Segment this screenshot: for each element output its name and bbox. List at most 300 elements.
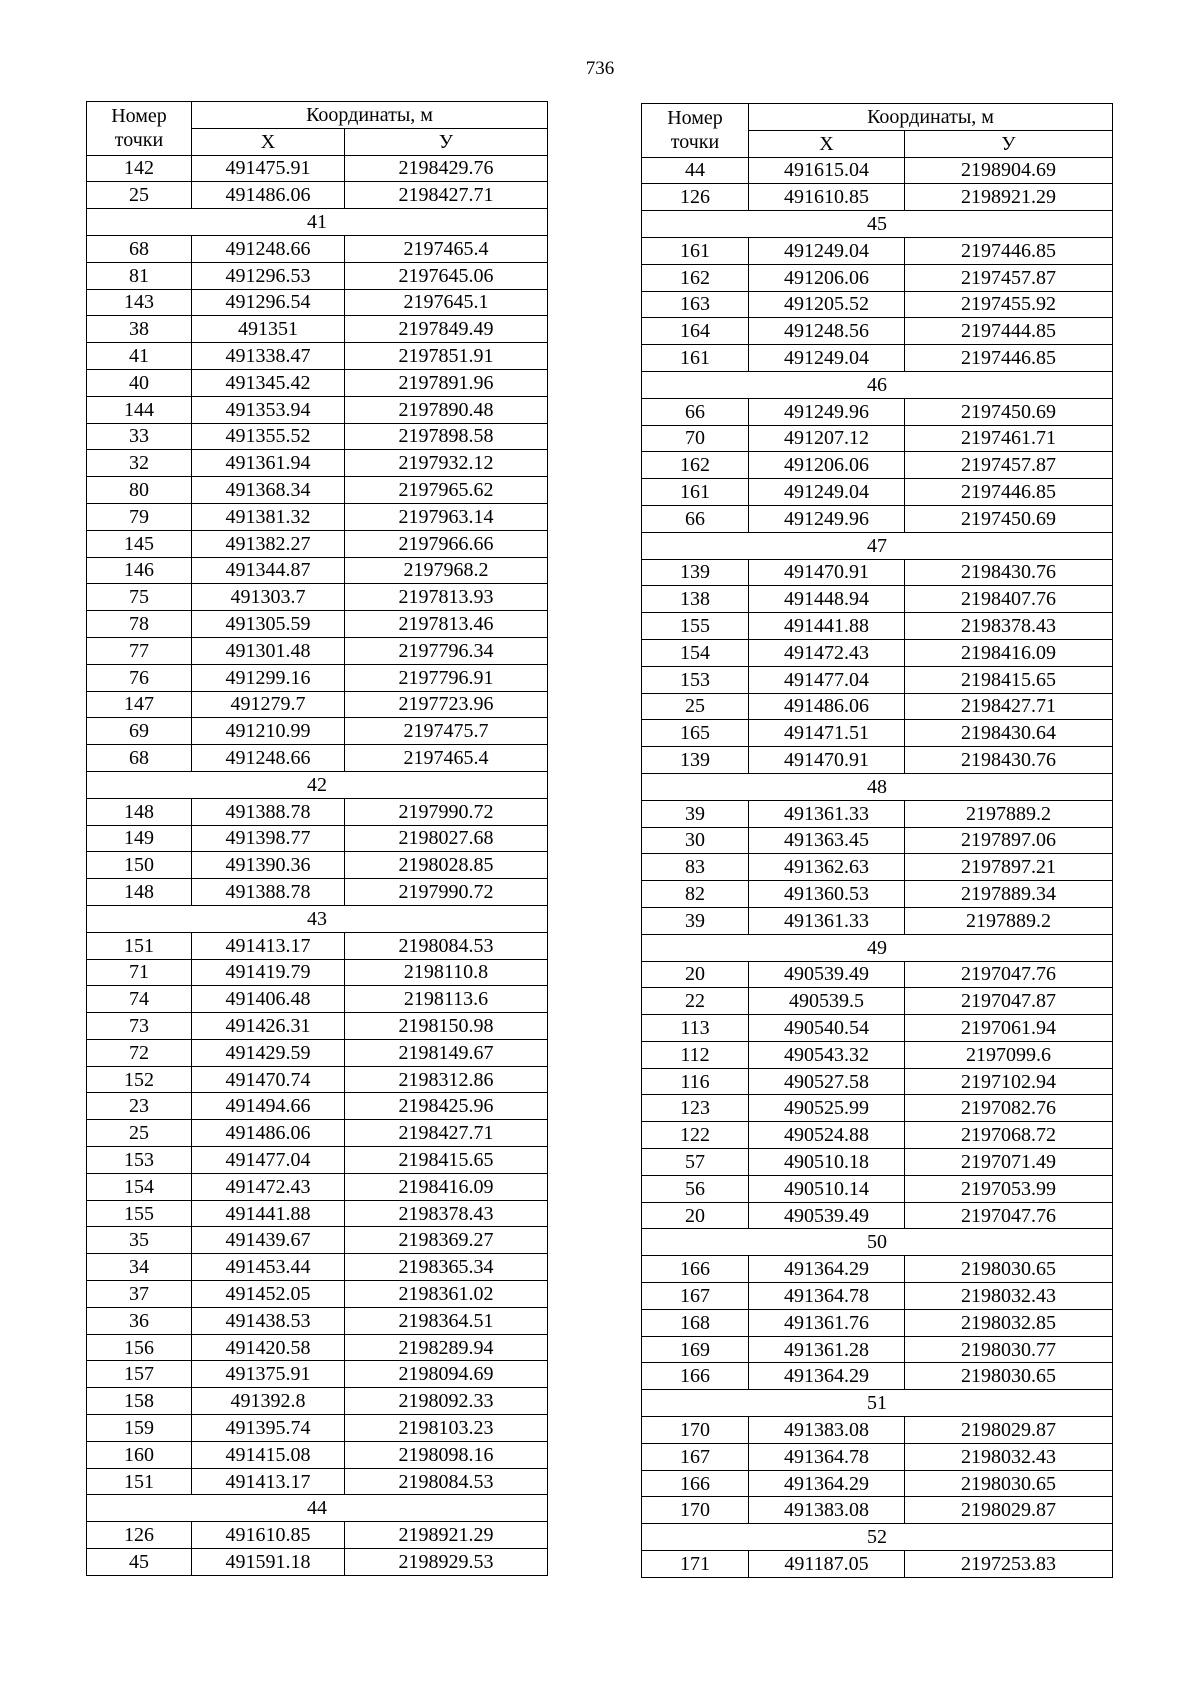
point-number-cell: 35	[87, 1227, 192, 1254]
point-number-cell: 154	[642, 639, 749, 666]
x-coordinate-cell: 491475.91	[192, 155, 345, 182]
x-coordinate-cell: 491420.58	[192, 1334, 345, 1361]
y-coordinate-cell: 2197450.69	[905, 505, 1113, 532]
point-number-cell: 151	[87, 1468, 192, 1495]
y-coordinate-cell: 2197813.93	[345, 584, 548, 611]
point-number-cell: 159	[87, 1415, 192, 1442]
point-number-cell: 168	[642, 1309, 749, 1336]
point-number-cell: 161	[642, 345, 749, 372]
point-number-cell: 80	[87, 477, 192, 504]
y-coordinate-cell: 2197898.58	[345, 423, 548, 450]
x-coordinate-cell: 491187.05	[749, 1551, 905, 1578]
point-number-cell: 69	[87, 718, 192, 745]
y-coordinate-cell: 2197071.49	[905, 1149, 1113, 1176]
point-number-cell: 83	[642, 854, 749, 881]
table-row	[642, 291, 1113, 318]
point-number-cell: 171	[642, 1551, 749, 1578]
x-coordinate-cell: 491362.63	[749, 854, 905, 881]
point-number-cell: 161	[642, 479, 749, 506]
header-y: У	[345, 128, 548, 155]
point-number-cell: 74	[87, 986, 192, 1013]
point-number-cell: 152	[87, 1066, 192, 1093]
table-row	[642, 318, 1113, 345]
x-coordinate-cell: 491206.06	[749, 264, 905, 291]
table-row	[87, 1388, 548, 1415]
group-number: 47	[642, 532, 1113, 559]
point-number-cell: 145	[87, 530, 192, 557]
x-coordinate-cell: 490539.49	[749, 961, 905, 988]
point-number-cell: 72	[87, 1039, 192, 1066]
y-coordinate-cell: 2198028.85	[345, 852, 548, 879]
point-number-cell: 38	[87, 316, 192, 343]
table-row	[642, 720, 1113, 747]
point-number-cell: 113	[642, 1015, 749, 1042]
y-coordinate-cell: 2198415.65	[905, 666, 1113, 693]
table-row	[87, 396, 548, 423]
y-coordinate-cell: 2198427.71	[905, 693, 1113, 720]
group-row	[642, 934, 1113, 961]
y-coordinate-cell: 2198904.69	[905, 157, 1113, 184]
y-coordinate-cell: 2198430.76	[905, 559, 1113, 586]
x-coordinate-cell: 490539.5	[749, 988, 905, 1015]
point-number-cell: 23	[87, 1093, 192, 1120]
table-row	[87, 477, 548, 504]
x-coordinate-cell: 491486.06	[192, 182, 345, 209]
x-coordinate-cell: 491398.77	[192, 825, 345, 852]
x-coordinate-cell: 491345.42	[192, 369, 345, 396]
y-coordinate-cell: 2197465.4	[345, 745, 548, 772]
point-number-cell: 75	[87, 584, 192, 611]
y-coordinate-cell: 2197932.12	[345, 450, 548, 477]
y-coordinate-cell: 2198429.76	[345, 155, 548, 182]
table-row	[87, 1173, 548, 1200]
table-row	[87, 1227, 548, 1254]
point-number-cell: 71	[87, 959, 192, 986]
x-coordinate-cell: 491494.66	[192, 1093, 345, 1120]
point-number-cell: 82	[642, 881, 749, 908]
point-number-cell: 33	[87, 423, 192, 450]
x-coordinate-cell: 491279.7	[192, 691, 345, 718]
table-row	[87, 1254, 548, 1281]
y-coordinate-cell: 2198416.09	[905, 639, 1113, 666]
x-coordinate-cell: 491249.04	[749, 479, 905, 506]
x-coordinate-cell: 491419.79	[192, 959, 345, 986]
y-coordinate-cell: 2198378.43	[905, 613, 1113, 640]
table-row	[87, 1147, 548, 1174]
header-point-number	[642, 104, 749, 158]
x-coordinate-cell: 491426.31	[192, 1013, 345, 1040]
point-number-cell: 45	[87, 1549, 192, 1576]
header-point-number	[87, 102, 192, 156]
x-coordinate-cell: 491344.87	[192, 557, 345, 584]
point-number-cell: 164	[642, 318, 749, 345]
x-coordinate-cell: 491413.17	[192, 932, 345, 959]
point-number-cell: 25	[642, 693, 749, 720]
point-number-cell: 167	[642, 1283, 749, 1310]
x-coordinate-cell: 490510.18	[749, 1149, 905, 1176]
point-number-cell: 146	[87, 557, 192, 584]
x-coordinate-cell: 491299.16	[192, 664, 345, 691]
x-coordinate-cell: 491477.04	[749, 666, 905, 693]
y-coordinate-cell: 2197897.06	[905, 827, 1113, 854]
y-coordinate-cell: 2197047.76	[905, 1202, 1113, 1229]
table-body	[642, 157, 1113, 1577]
x-coordinate-cell: 491406.48	[192, 986, 345, 1013]
y-coordinate-cell: 2198094.69	[345, 1361, 548, 1388]
point-number-cell: 81	[87, 262, 192, 289]
x-coordinate-cell: 491388.78	[192, 798, 345, 825]
y-coordinate-cell: 2198113.6	[345, 986, 548, 1013]
table-row	[87, 691, 548, 718]
table-row	[642, 425, 1113, 452]
table-row	[87, 1200, 548, 1227]
table-row	[642, 1443, 1113, 1470]
y-coordinate-cell: 2198103.23	[345, 1415, 548, 1442]
group-number: 41	[87, 209, 548, 236]
y-coordinate-cell: 2197645.06	[345, 262, 548, 289]
x-coordinate-cell: 491439.67	[192, 1227, 345, 1254]
y-coordinate-cell: 2198150.98	[345, 1013, 548, 1040]
point-number-cell: 20	[642, 961, 749, 988]
y-coordinate-cell: 2198098.16	[345, 1441, 548, 1468]
header-point-number-line2: точки	[114, 129, 164, 152]
y-coordinate-cell: 2197457.87	[905, 452, 1113, 479]
y-coordinate-cell: 2198430.76	[905, 747, 1113, 774]
y-coordinate-cell: 2197968.2	[345, 557, 548, 584]
table-row	[87, 1013, 548, 1040]
table-row	[87, 959, 548, 986]
x-coordinate-cell: 491360.53	[749, 881, 905, 908]
x-coordinate-cell: 491364.29	[749, 1470, 905, 1497]
coordinates-table-right	[641, 103, 1113, 1578]
x-coordinate-cell: 491375.91	[192, 1361, 345, 1388]
point-number-cell: 57	[642, 1149, 749, 1176]
y-coordinate-cell: 2197723.96	[345, 691, 548, 718]
x-coordinate-cell: 491453.44	[192, 1254, 345, 1281]
x-coordinate-cell: 491486.06	[192, 1120, 345, 1147]
table-row	[87, 664, 548, 691]
table-row	[87, 1093, 548, 1120]
point-number-cell: 155	[87, 1200, 192, 1227]
group-row	[642, 211, 1113, 238]
point-number-cell: 166	[642, 1470, 749, 1497]
y-coordinate-cell: 2198364.51	[345, 1307, 548, 1334]
y-coordinate-cell: 2197047.87	[905, 988, 1113, 1015]
y-coordinate-cell: 2197450.69	[905, 398, 1113, 425]
point-number-cell: 162	[642, 264, 749, 291]
x-coordinate-cell: 491392.8	[192, 1388, 345, 1415]
y-coordinate-cell: 2197813.46	[345, 611, 548, 638]
table-row	[642, 1497, 1113, 1524]
y-coordinate-cell: 2198030.77	[905, 1336, 1113, 1363]
x-coordinate-cell: 491610.85	[749, 184, 905, 211]
y-coordinate-cell: 2198425.96	[345, 1093, 548, 1120]
x-coordinate-cell: 491248.56	[749, 318, 905, 345]
table-row	[87, 852, 548, 879]
group-row	[642, 371, 1113, 398]
table-row	[642, 586, 1113, 613]
x-coordinate-cell: 491361.28	[749, 1336, 905, 1363]
table-row	[87, 343, 548, 370]
point-number-cell: 66	[642, 505, 749, 532]
table-row	[642, 1283, 1113, 1310]
point-number-cell: 116	[642, 1068, 749, 1095]
x-coordinate-cell: 491368.34	[192, 477, 345, 504]
table-row	[87, 423, 548, 450]
y-coordinate-cell: 2197849.49	[345, 316, 548, 343]
table-row	[87, 1281, 548, 1308]
x-coordinate-cell: 491383.08	[749, 1417, 905, 1444]
table-row	[642, 961, 1113, 988]
y-coordinate-cell: 2197965.62	[345, 477, 548, 504]
table-row	[642, 1336, 1113, 1363]
group-number: 45	[642, 211, 1113, 238]
x-coordinate-cell: 491338.47	[192, 343, 345, 370]
group-number: 43	[87, 905, 548, 932]
table-row	[642, 639, 1113, 666]
table-row	[87, 503, 548, 530]
y-coordinate-cell: 2197796.34	[345, 637, 548, 664]
x-coordinate-cell: 491303.7	[192, 584, 345, 611]
point-number-cell: 149	[87, 825, 192, 852]
point-number-cell: 66	[642, 398, 749, 425]
x-coordinate-cell: 491361.94	[192, 450, 345, 477]
x-coordinate-cell: 491364.78	[749, 1283, 905, 1310]
table-row	[87, 1522, 548, 1549]
y-coordinate-cell: 2198427.71	[345, 1120, 548, 1147]
x-coordinate-cell: 491248.66	[192, 745, 345, 772]
point-number-cell: 162	[642, 452, 749, 479]
page-number: 736	[585, 58, 615, 79]
y-coordinate-cell: 2198030.65	[905, 1470, 1113, 1497]
x-coordinate-cell: 491206.06	[749, 452, 905, 479]
y-coordinate-cell: 2197889.34	[905, 881, 1113, 908]
point-number-cell: 139	[642, 559, 749, 586]
point-number-cell: 138	[642, 586, 749, 613]
group-row	[87, 209, 548, 236]
y-coordinate-cell: 2197889.2	[905, 907, 1113, 934]
y-coordinate-cell: 2197253.83	[905, 1551, 1113, 1578]
y-coordinate-cell: 2197889.2	[905, 800, 1113, 827]
y-coordinate-cell: 2198369.27	[345, 1227, 548, 1254]
x-coordinate-cell: 491207.12	[749, 425, 905, 452]
table-row	[642, 666, 1113, 693]
x-coordinate-cell: 491452.05	[192, 1281, 345, 1308]
y-coordinate-cell: 2198361.02	[345, 1281, 548, 1308]
y-coordinate-cell: 2198030.65	[905, 1363, 1113, 1390]
point-number-cell: 147	[87, 691, 192, 718]
y-coordinate-cell: 2197446.85	[905, 345, 1113, 372]
table-row	[642, 1309, 1113, 1336]
point-number-cell: 148	[87, 798, 192, 825]
table-row	[642, 1202, 1113, 1229]
group-number: 49	[642, 934, 1113, 961]
x-coordinate-cell: 491395.74	[192, 1415, 345, 1442]
y-coordinate-cell: 2198929.53	[345, 1549, 548, 1576]
table-row	[642, 452, 1113, 479]
table-row	[87, 1334, 548, 1361]
x-coordinate-cell: 491364.78	[749, 1443, 905, 1470]
x-coordinate-cell: 491470.91	[749, 747, 905, 774]
point-number-cell: 158	[87, 1388, 192, 1415]
x-coordinate-cell: 491472.43	[749, 639, 905, 666]
x-coordinate-cell: 490543.32	[749, 1041, 905, 1068]
point-number-cell: 34	[87, 1254, 192, 1281]
table-row	[87, 611, 548, 638]
y-coordinate-cell: 2197061.94	[905, 1015, 1113, 1042]
y-coordinate-cell: 2197457.87	[905, 264, 1113, 291]
group-number: 44	[87, 1495, 548, 1522]
point-number-cell: 25	[87, 182, 192, 209]
point-number-cell: 36	[87, 1307, 192, 1334]
point-number-cell: 68	[87, 745, 192, 772]
x-coordinate-cell: 491249.04	[749, 237, 905, 264]
x-coordinate-cell: 491486.06	[749, 693, 905, 720]
group-row	[87, 771, 548, 798]
point-number-cell: 123	[642, 1095, 749, 1122]
table-row	[642, 1417, 1113, 1444]
x-coordinate-cell: 490527.58	[749, 1068, 905, 1095]
point-number-cell: 139	[642, 747, 749, 774]
table-row	[642, 800, 1113, 827]
x-coordinate-cell: 491361.33	[749, 800, 905, 827]
x-coordinate-cell: 491383.08	[749, 1497, 905, 1524]
point-number-cell: 126	[642, 184, 749, 211]
x-coordinate-cell: 491415.08	[192, 1441, 345, 1468]
point-number-cell: 32	[87, 450, 192, 477]
group-row	[642, 773, 1113, 800]
table-row	[642, 157, 1113, 184]
group-row	[87, 1495, 548, 1522]
point-number-cell: 170	[642, 1497, 749, 1524]
y-coordinate-cell: 2197796.91	[345, 664, 548, 691]
point-number-cell: 166	[642, 1363, 749, 1390]
table-row	[642, 1256, 1113, 1283]
table-row	[642, 345, 1113, 372]
y-coordinate-cell: 2198365.34	[345, 1254, 548, 1281]
table-row	[87, 155, 548, 182]
table-row	[87, 557, 548, 584]
table-row	[87, 369, 548, 396]
y-coordinate-cell: 2197890.48	[345, 396, 548, 423]
y-coordinate-cell: 2198029.87	[905, 1497, 1113, 1524]
table-row	[87, 1120, 548, 1147]
x-coordinate-cell: 490510.14	[749, 1175, 905, 1202]
x-coordinate-cell: 491249.96	[749, 505, 905, 532]
point-number-cell: 30	[642, 827, 749, 854]
group-number: 52	[642, 1524, 1113, 1551]
y-coordinate-cell: 2197455.92	[905, 291, 1113, 318]
x-coordinate-cell: 491470.74	[192, 1066, 345, 1093]
table-body	[87, 155, 548, 1575]
header-point-number-line1: Номер	[111, 105, 167, 128]
x-coordinate-cell: 491441.88	[192, 1200, 345, 1227]
table-row	[87, 182, 548, 209]
point-number-cell: 166	[642, 1256, 749, 1283]
point-number-cell: 44	[642, 157, 749, 184]
x-coordinate-cell: 491353.94	[192, 396, 345, 423]
table-row	[642, 881, 1113, 908]
point-number-cell: 153	[642, 666, 749, 693]
point-number-cell: 76	[87, 664, 192, 691]
point-number-cell: 73	[87, 1013, 192, 1040]
point-number-cell: 25	[87, 1120, 192, 1147]
table-row	[87, 235, 548, 262]
table-row	[642, 1149, 1113, 1176]
y-coordinate-cell: 2197461.71	[905, 425, 1113, 452]
table-row	[642, 237, 1113, 264]
table-row	[642, 1068, 1113, 1095]
table-row	[87, 1066, 548, 1093]
y-coordinate-cell: 2198110.8	[345, 959, 548, 986]
table-row	[87, 530, 548, 557]
table-row	[642, 398, 1113, 425]
x-coordinate-cell: 491448.94	[749, 586, 905, 613]
table-row	[87, 450, 548, 477]
table-row	[87, 1441, 548, 1468]
x-coordinate-cell: 491390.36	[192, 852, 345, 879]
table-row	[642, 854, 1113, 881]
y-coordinate-cell: 2198027.68	[345, 825, 548, 852]
table-row	[87, 718, 548, 745]
y-coordinate-cell: 2197966.66	[345, 530, 548, 557]
y-coordinate-cell: 2197099.6	[905, 1041, 1113, 1068]
table-row	[642, 1175, 1113, 1202]
y-coordinate-cell: 2198416.09	[345, 1173, 548, 1200]
header-coordinates: Координаты, м	[749, 104, 1113, 131]
x-coordinate-cell: 491441.88	[749, 613, 905, 640]
y-coordinate-cell: 2198921.29	[905, 184, 1113, 211]
x-coordinate-cell: 491305.59	[192, 611, 345, 638]
group-row	[642, 1390, 1113, 1417]
x-coordinate-cell: 490540.54	[749, 1015, 905, 1042]
x-coordinate-cell: 490524.88	[749, 1122, 905, 1149]
point-number-cell: 70	[642, 425, 749, 452]
header-x: X	[749, 130, 905, 157]
table-row	[87, 798, 548, 825]
x-coordinate-cell: 491355.52	[192, 423, 345, 450]
point-number-cell: 163	[642, 291, 749, 318]
x-coordinate-cell: 491248.66	[192, 235, 345, 262]
table-row	[87, 1415, 548, 1442]
x-coordinate-cell: 491471.51	[749, 720, 905, 747]
y-coordinate-cell: 2197897.21	[905, 854, 1113, 881]
group-row	[642, 1229, 1113, 1256]
table-row	[642, 827, 1113, 854]
header-point-number-line2: точки	[670, 131, 720, 154]
y-coordinate-cell: 2197645.1	[345, 289, 548, 316]
point-number-cell: 39	[642, 800, 749, 827]
y-coordinate-cell: 2197851.91	[345, 343, 548, 370]
point-number-cell: 161	[642, 237, 749, 264]
group-row	[642, 532, 1113, 559]
table-row	[642, 479, 1113, 506]
point-number-cell: 40	[87, 369, 192, 396]
y-coordinate-cell: 2198407.76	[905, 586, 1113, 613]
point-number-cell: 169	[642, 1336, 749, 1363]
table-row	[87, 1361, 548, 1388]
x-coordinate-cell: 491438.53	[192, 1307, 345, 1334]
point-number-cell: 151	[87, 932, 192, 959]
table-row	[87, 932, 548, 959]
table-row	[642, 559, 1113, 586]
y-coordinate-cell: 2198092.33	[345, 1388, 548, 1415]
header-coordinates: Координаты, м	[192, 102, 548, 129]
group-row	[87, 905, 548, 932]
x-coordinate-cell: 490539.49	[749, 1202, 905, 1229]
y-coordinate-cell: 2197475.7	[345, 718, 548, 745]
point-number-cell: 154	[87, 1173, 192, 1200]
